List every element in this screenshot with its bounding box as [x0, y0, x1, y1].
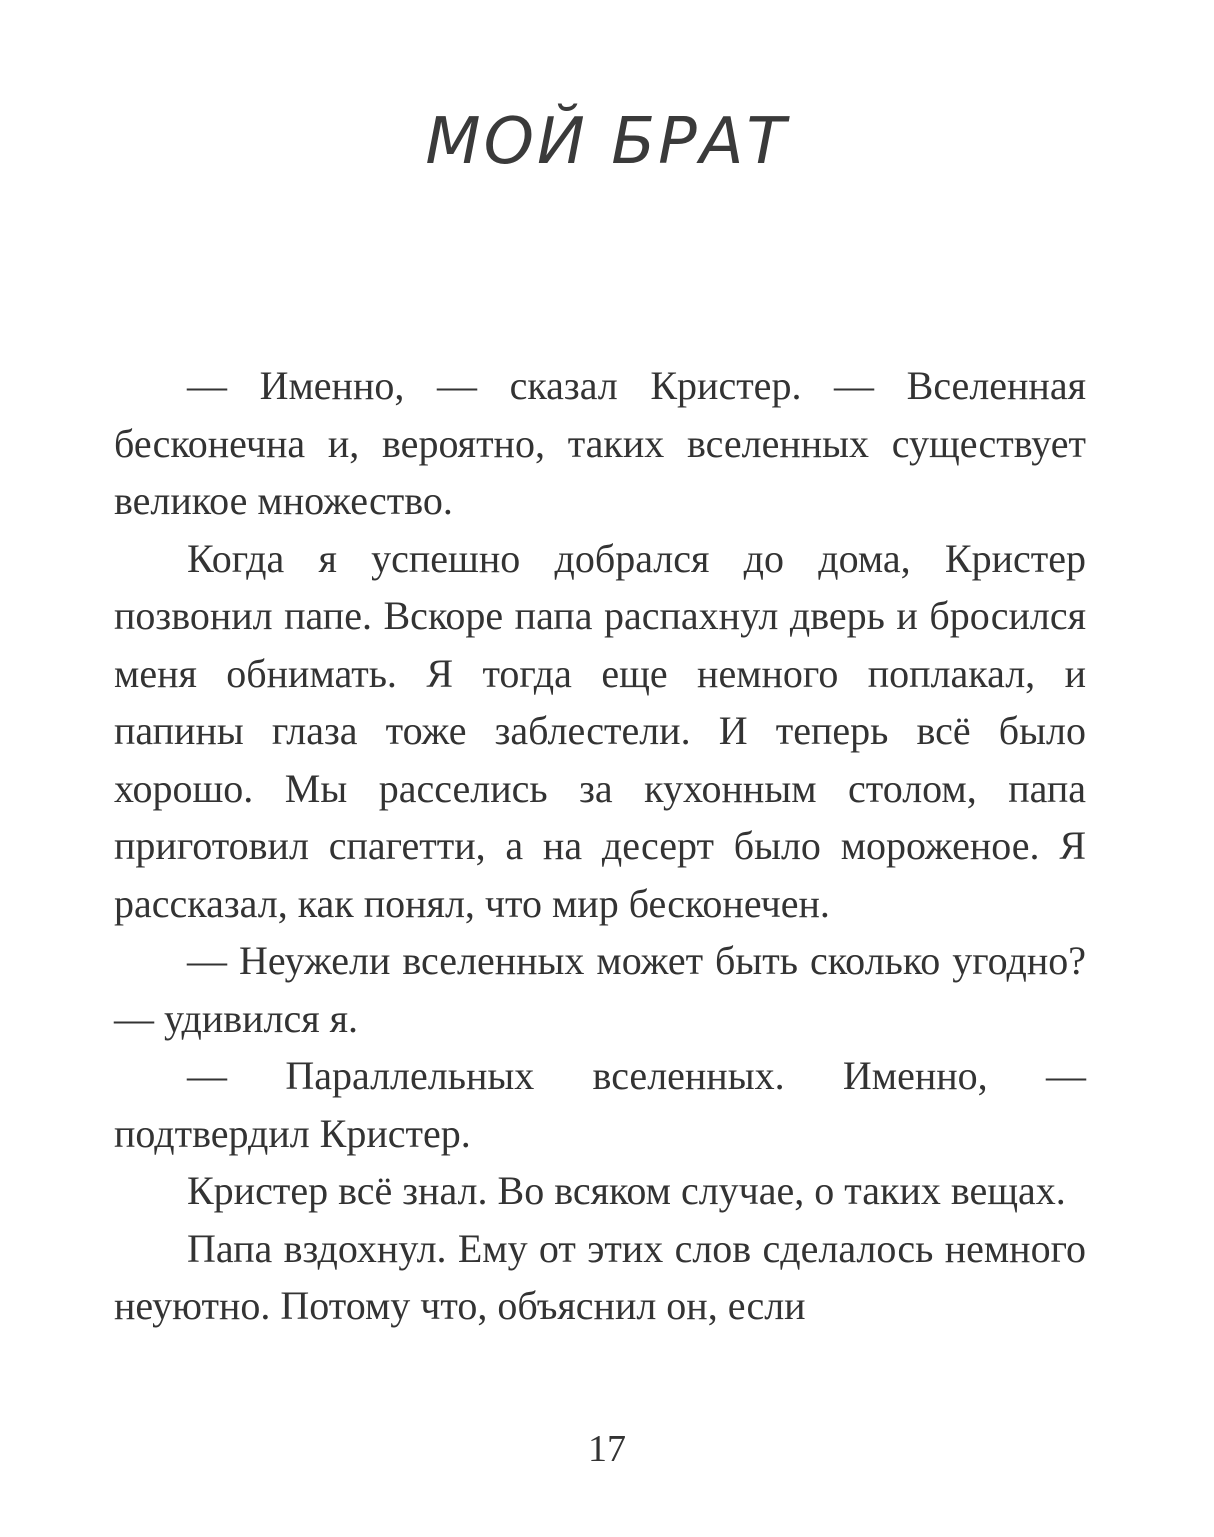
body-text — [114, 357, 1086, 1335]
paragraph: Когда я успешно добрался до дома, Кристер позвонил папе. Вскоре папа распахнул дверь и бросился меня обнимать. Я тогда еще немного поплакал, и папины глаза тоже заблестели. И теперь всё было хорошо. Мы расселись за кухонным столом, папа приготовил спагетти, а на десерт было мороженое. Я рассказал, как понял, что мир бесконечен. — [114, 535, 1086, 926]
page-number: 17 — [588, 1428, 626, 1470]
paragraph: — Неужели вселенных может быть сколько угодно? — удивился я. — [114, 938, 1086, 1041]
chapter-title: МОЙ БРАТ — [425, 105, 789, 179]
paragraph: Папа вздохнул. Ему от этих слов сделалось немного неуютно. Потому что, объяснил он, если — [114, 1225, 1086, 1328]
paragraph: Кристер всё знал. Во всяком случае, о таких вещах. — [187, 1168, 1066, 1213]
paragraph: — Параллельных вселенных. Именно, — подтвердил Кристер. — [114, 1053, 1086, 1156]
paragraph: — Именно, — сказал Кристер. — Вселенная бесконечна и, вероятно, таких вселенных существует великое множество. — [114, 363, 1086, 523]
